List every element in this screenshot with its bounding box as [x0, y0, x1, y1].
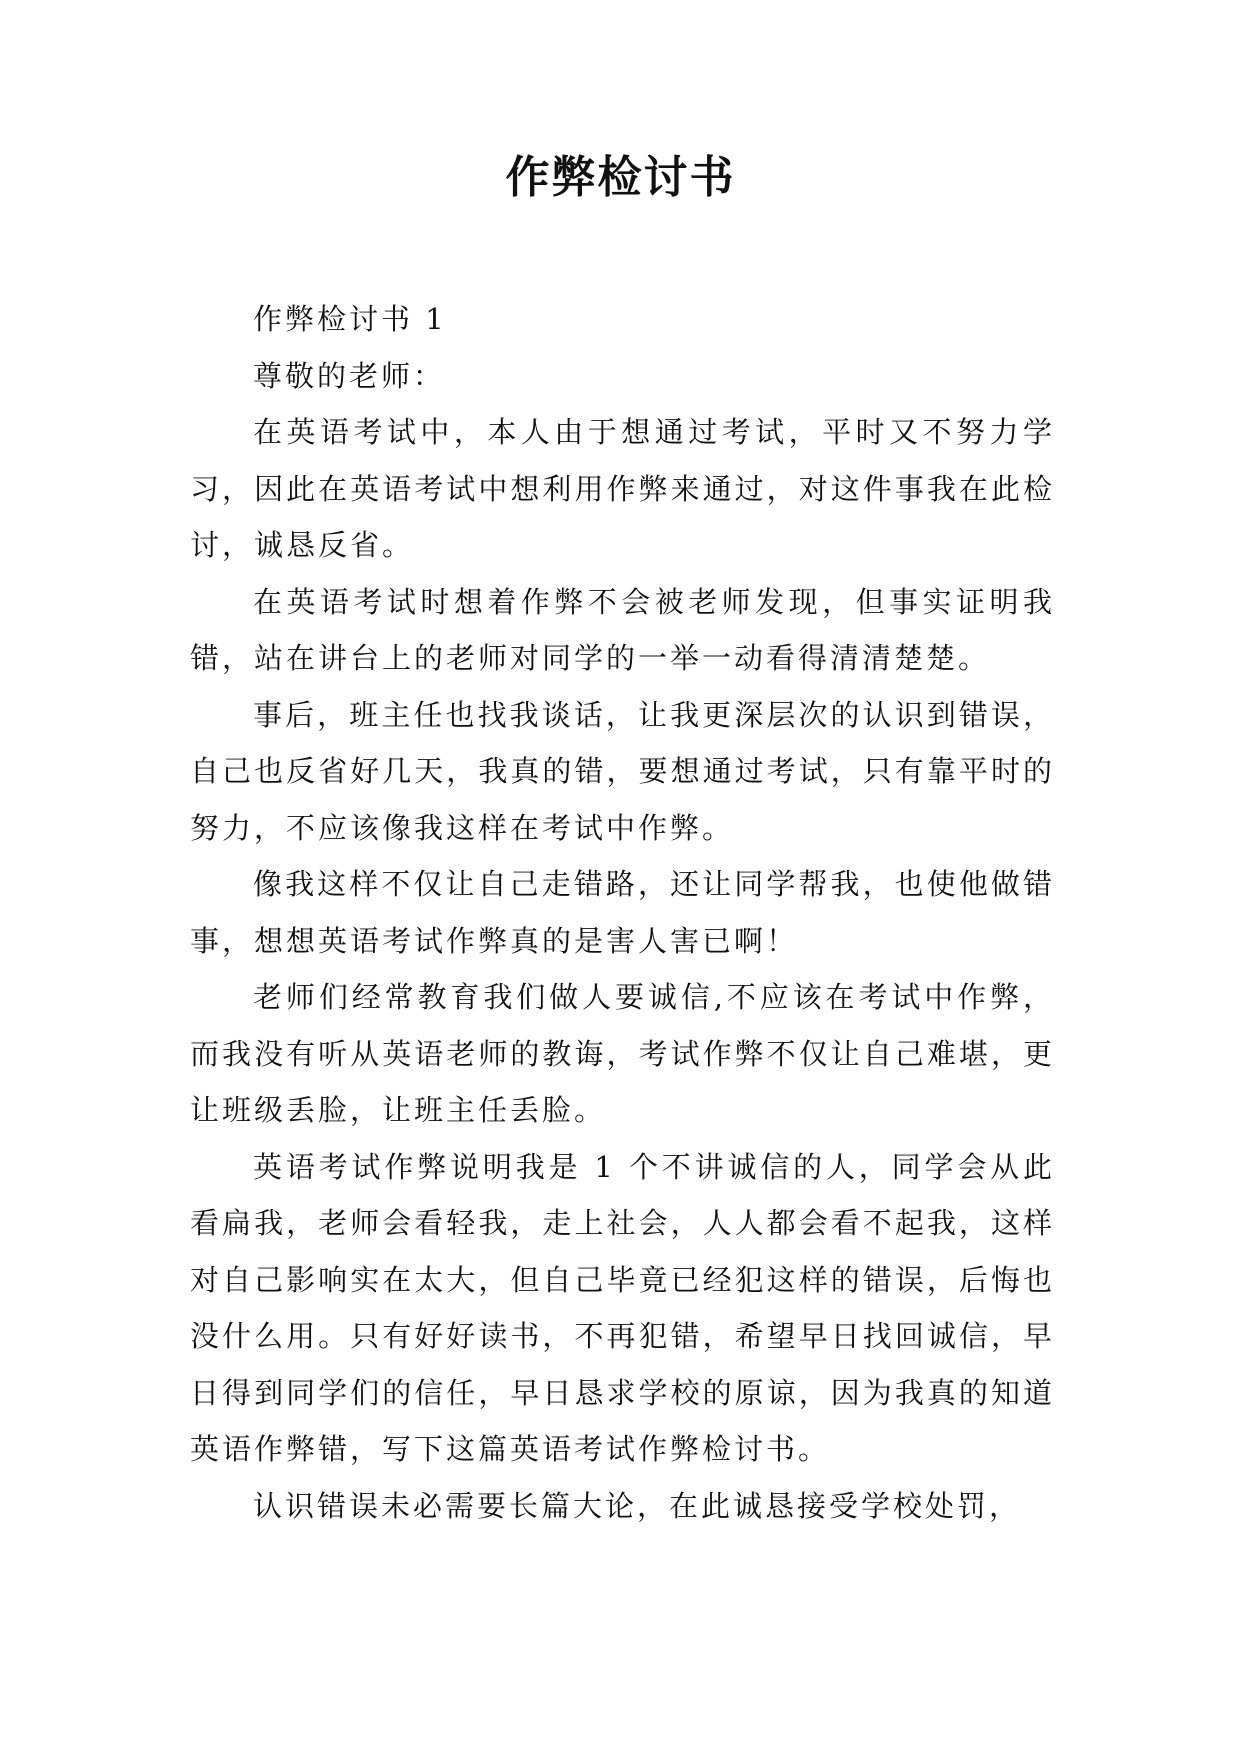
paragraph: 像我这样不仅让自己走错路，还让同学帮我，也使他做错事，想想英语考试作弊真的是害人害已啊！ [190, 867, 1055, 958]
paragraph: 老师们经常教育我们做人要诚信,不应该在考试中作弊，而我没有听从英语老师的教诲，考试作弊不仅让自己难堪，更让班级丢脸，让班主任丢脸。 [190, 980, 1055, 1127]
document-body [190, 291, 1055, 1534]
paragraph: 在英语考试时想着作弊不会被老师发现，但事实证明我错，站在讲台上的老师对同学的一举一动看得清清楚楚。 [190, 584, 1055, 675]
paragraph: 英语考试作弊说明我是 1 个不讲诚信的人，同学会从此看扁我，老师会看轻我，走上社会，人人都会看不起我，这样对自己影响实在太大，但自己毕竟已经犯这样的错误，后悔也没什么用。只有好好读书，不再犯错，希望早日找回诚信，早日得到同学们的信任，早日恳求学校的原谅，因为我真的知道英语作弊错，写下这篇英语考试作弊检讨书。 [190, 1149, 1055, 1466]
paragraph: 在英语考试中，本人由于想通过考试，平时又不努力学习，因此在英语考试中想利用作弊来通过，对这件事我在此检讨，诚恳反省。 [190, 415, 1055, 562]
paragraph: 事后，班主任也找我谈话，让我更深层次的认识到错误，自己也反省好几天，我真的错，要想通过考试，只有靠平时的努力，不应该像我这样在考试中作弊。 [190, 697, 1055, 845]
document-title: 作弊检讨书 [505, 152, 736, 203]
paragraph-salutation: 尊敬的老师： [253, 358, 446, 393]
paragraph-heading: 作弊检讨书 1 [253, 302, 447, 336]
paragraph: 认识错误未必需要长篇大论，在此诚恳接受学校处罚， [253, 1488, 1022, 1523]
